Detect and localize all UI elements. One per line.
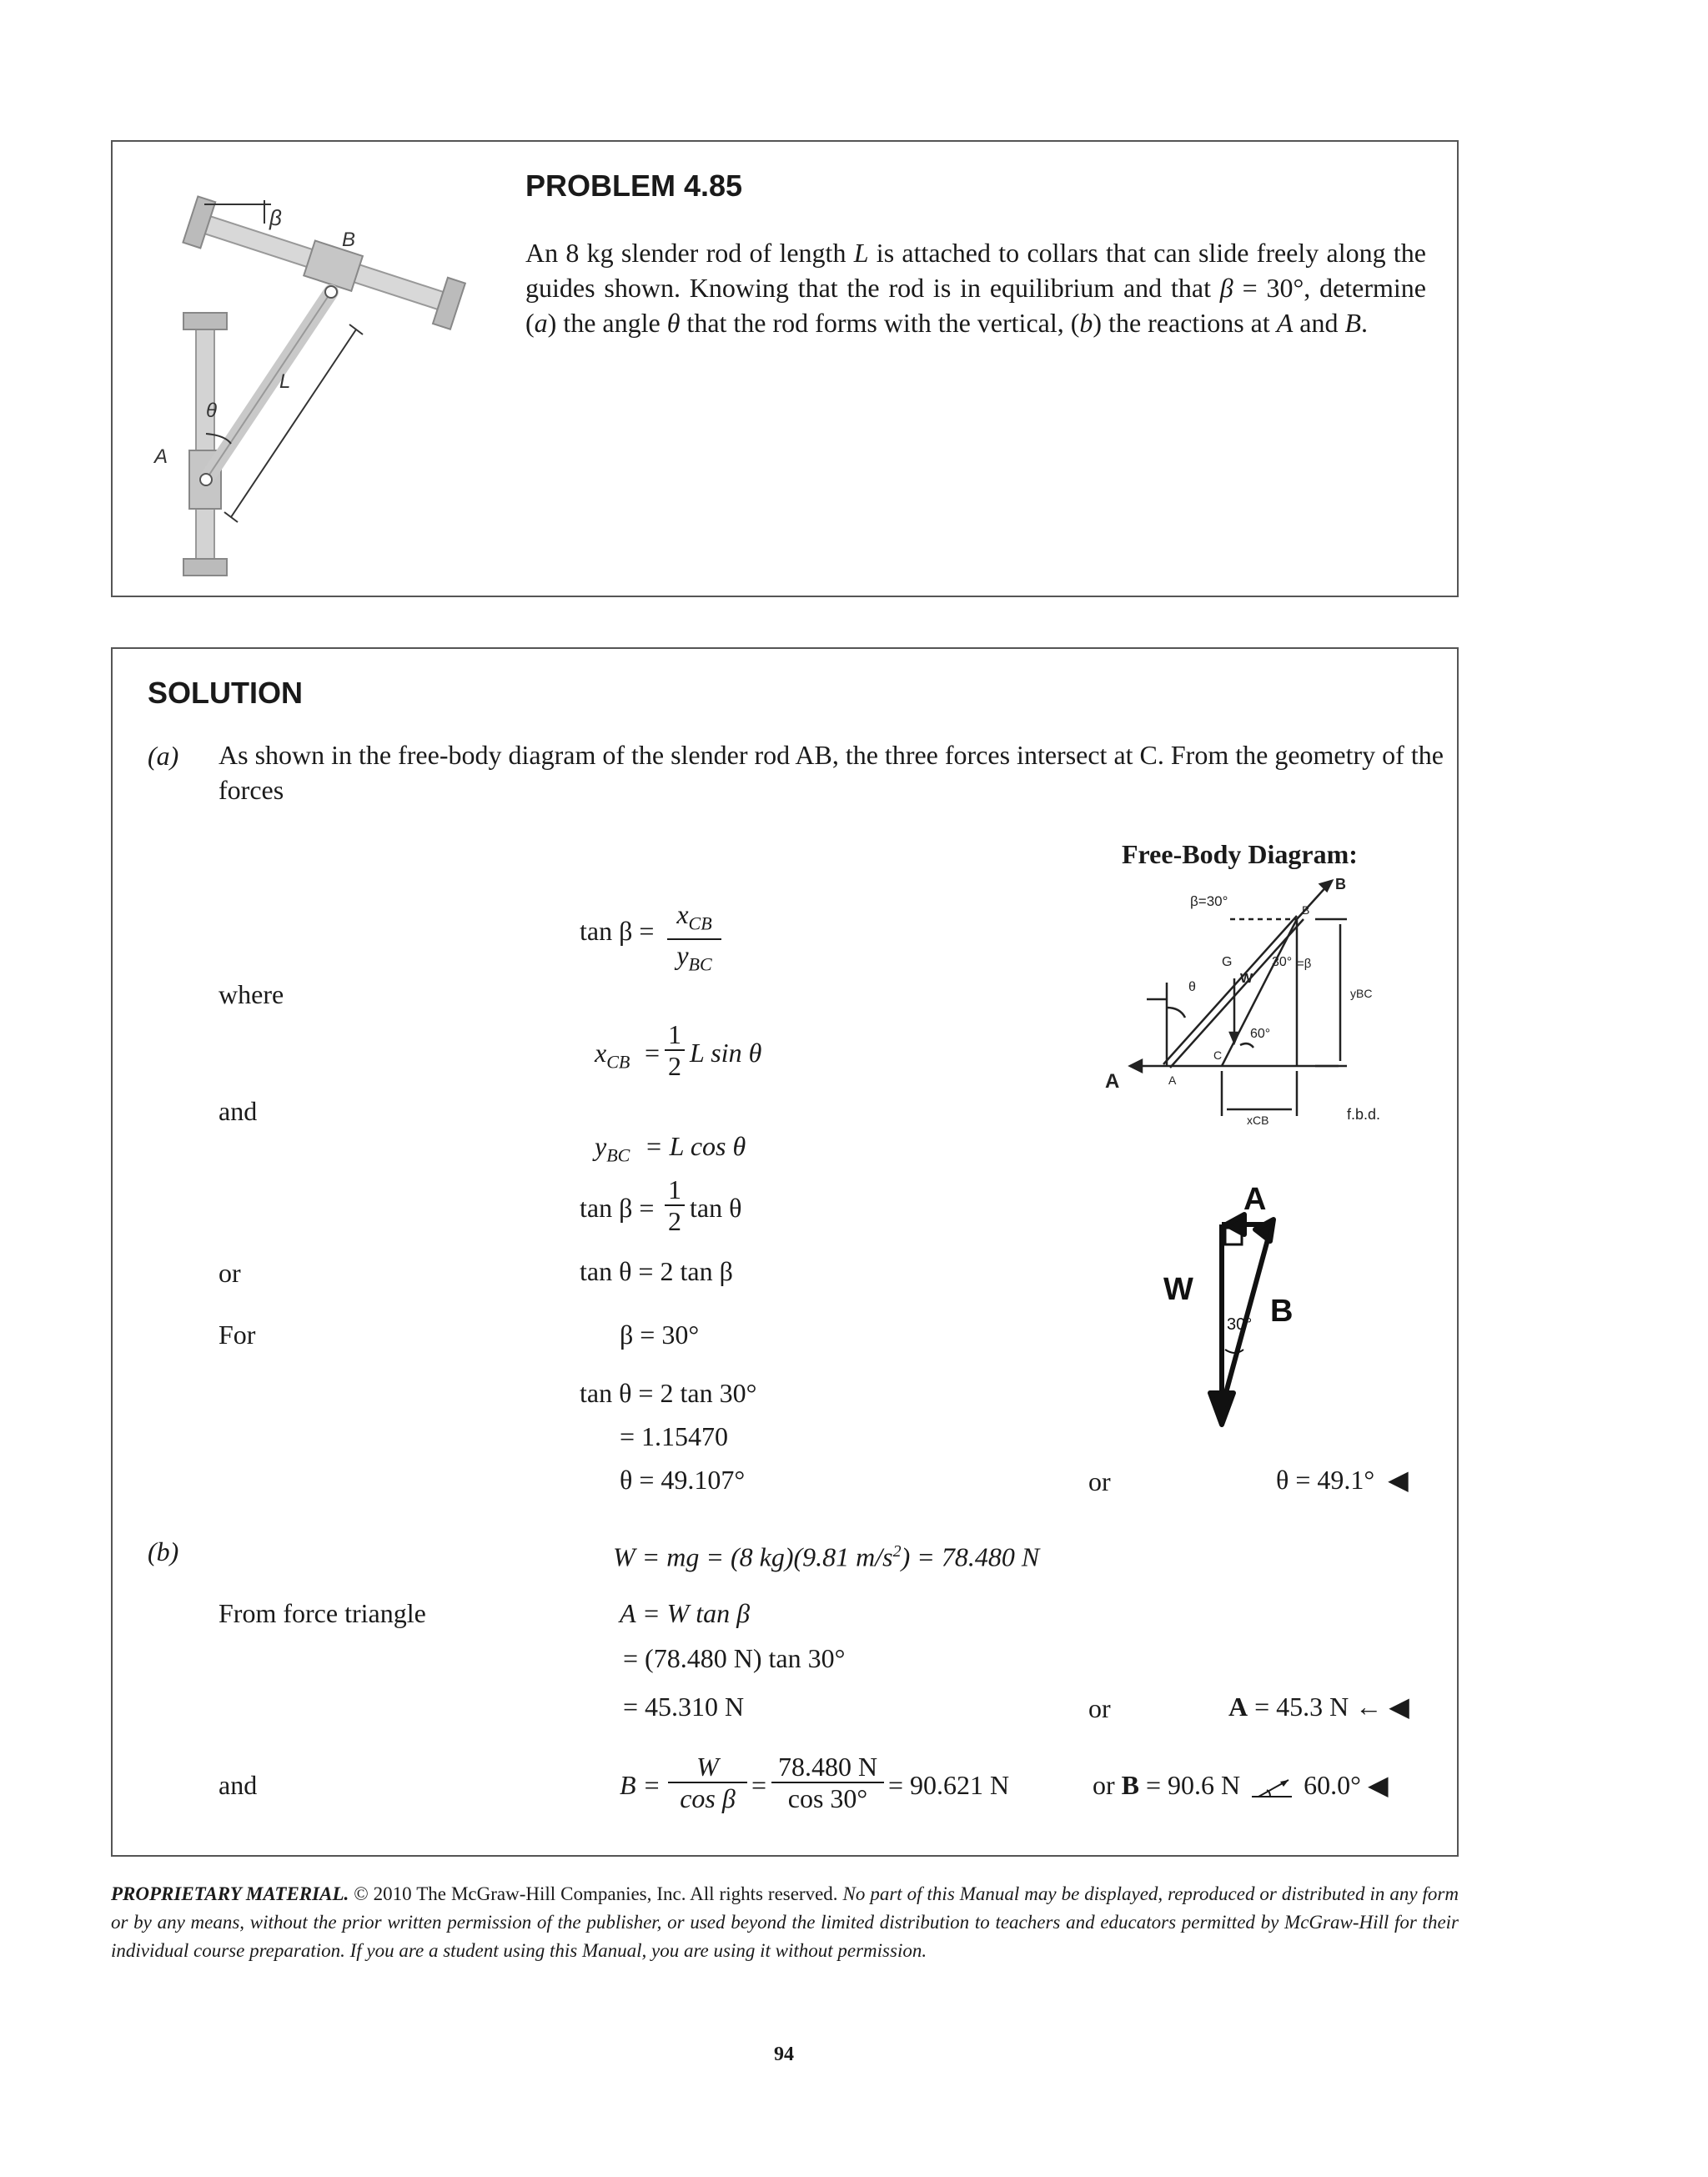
fbd-label-C: C xyxy=(1213,1048,1223,1062)
force-triangle xyxy=(1155,1183,1405,1433)
eq-tanb-lhs: tan β = xyxy=(580,916,655,946)
eq-ybc-rhs: = L cos θ xyxy=(645,1131,746,1161)
eq-tant: tan θ = 2 tan β xyxy=(580,1256,733,1286)
free-body-diagram xyxy=(1097,874,1414,1141)
eq-tant30: tan θ = 2 tan 30° xyxy=(580,1378,757,1408)
fbd-label-Apt: A xyxy=(1168,1073,1177,1087)
fbd-label-xcb: xCB xyxy=(1247,1114,1269,1127)
eq-xcb-half: $\frac{1}{2}$ xyxy=(665,1019,685,1081)
eq-xcb-eq: = xyxy=(645,1038,661,1068)
fbd-label-30: 30° xyxy=(1272,955,1293,969)
fbd-label-Bpt: B xyxy=(1302,903,1310,917)
triangle-label-B: B xyxy=(1270,1294,1294,1329)
eq-A2: = (78.480 N) tan 30° xyxy=(623,1643,846,1673)
fbd-label-A: A xyxy=(1105,1070,1120,1093)
copyright-footer: PROPRIETARY MATERIAL. © 2010 The McGraw-Hill Companies, Inc. All rights reserved. No part of this Manual may be displayed, reproduced or distributed in any form or by any means, without the prior written permission of the publisher, or used beyond the limited distribution to teachers and educators permitted by McGraw-Hill for their individual course preparation. If you are a student using this Manual, you are using it without permission. xyxy=(111,1883,1459,1961)
eq-tanb-frac: $x_{CB}$ $y_{BC}$ xyxy=(667,899,721,980)
triangle-label-W: W xyxy=(1163,1272,1193,1307)
word-or-3: or xyxy=(1088,1693,1111,1723)
problem-title: PROBLEM 4.85 xyxy=(525,168,743,203)
answer-A: A = 45.3 N ← ◀ xyxy=(1228,1692,1409,1722)
angle-symbol-icon xyxy=(1248,1777,1295,1800)
answer-theta: θ = 49.1° ◀ xyxy=(1276,1465,1409,1495)
fbd-label-60: 60° xyxy=(1250,1027,1271,1041)
word-for: For xyxy=(219,1320,256,1350)
eq-A3: = 45.310 N xyxy=(623,1692,745,1722)
page-number: 94 xyxy=(774,2044,794,2065)
part-a-label: (a) xyxy=(148,741,179,771)
part-b-label: (b) xyxy=(148,1536,179,1566)
solution-heading: SOLUTION xyxy=(148,676,303,710)
fig-label-L: L xyxy=(279,370,291,393)
word-where: where xyxy=(219,979,284,1009)
fbd-title: Free-Body Diagram: xyxy=(1122,839,1358,869)
word-and-1: and xyxy=(219,1096,258,1126)
fbd-label-B: B xyxy=(1335,876,1346,892)
answer-B: or B = 90.6 N 60.0° ◀ xyxy=(1093,1770,1389,1800)
problem-box xyxy=(111,140,1459,597)
eq-B-lhs: B = xyxy=(620,1770,661,1800)
triangle-label-angle: 30° xyxy=(1227,1315,1253,1334)
eq-xcb-lhs: $x_{CB}$ xyxy=(595,1038,630,1073)
solution-intro: As shown in the free-body diagram of the slender rod AB, the three forces intersect at C. From the geometry of the forces xyxy=(219,740,1444,805)
fig-label-A: A xyxy=(154,445,168,468)
eq-beta30: β = 30° xyxy=(620,1320,700,1350)
fbd-label-G: G xyxy=(1222,955,1233,969)
fig-label-beta: β xyxy=(269,205,282,230)
fbd-label-W: W xyxy=(1240,972,1253,986)
eq-tanb2-lhs: tan β = xyxy=(580,1193,655,1223)
solution-box xyxy=(111,647,1459,1857)
fig-label-B: B xyxy=(342,229,356,251)
word-from-triangle: From force triangle xyxy=(219,1598,426,1628)
word-or-1: or xyxy=(219,1258,241,1288)
eq-ybc-lhs: $y_{BC}$ xyxy=(595,1131,630,1166)
fbd-label-beta30: β=30° xyxy=(1190,893,1228,909)
eq-B-eq: = xyxy=(751,1770,767,1800)
eq-A1: A = W tan β xyxy=(620,1598,751,1628)
eq-xcb-rhs: L sin θ xyxy=(690,1038,762,1068)
eq-theta-val: θ = 49.107° xyxy=(620,1465,746,1495)
triangle-label-A: A xyxy=(1243,1183,1267,1217)
problem-figure xyxy=(146,167,513,584)
eq-B-frac2: $\frac{78.480 N}{\cos 30^\circ}$ xyxy=(771,1752,884,1813)
fig-label-theta: θ xyxy=(206,400,218,422)
eq-weight: W = mg = (8 kg)(9.81 $m/s^2) = 78.480$ N xyxy=(613,1541,1040,1572)
eq-val1: = 1.15470 xyxy=(620,1421,729,1451)
problem-statement: An 8 kg slender rod of length L is attached to collars that can slide freely along the guides shown. Knowing that the rod is in equilibrium and that β = 30°, determine (a) the angle θ that the rod forms with the vertical, (b) the reactions at A and B. xyxy=(525,238,1427,338)
eq-B-rhs: = 90.621 N xyxy=(888,1770,1010,1800)
fbd-label-theta: θ xyxy=(1188,980,1196,994)
eq-B-frac1: $\frac{W}{\text{cos β}}$ xyxy=(668,1752,747,1813)
fbd-label-fbd: f.b.d. xyxy=(1347,1106,1381,1123)
word-and-2: and xyxy=(219,1770,258,1800)
fbd-label-ybc: yBC xyxy=(1350,987,1373,1000)
eq-tanb2-rhs: tan θ xyxy=(690,1193,742,1223)
fbd-label-eqbeta: =β xyxy=(1297,957,1312,971)
eq-tanb2-half: $\frac{1}{2}$ xyxy=(665,1174,685,1236)
word-or-2: or xyxy=(1088,1466,1111,1496)
